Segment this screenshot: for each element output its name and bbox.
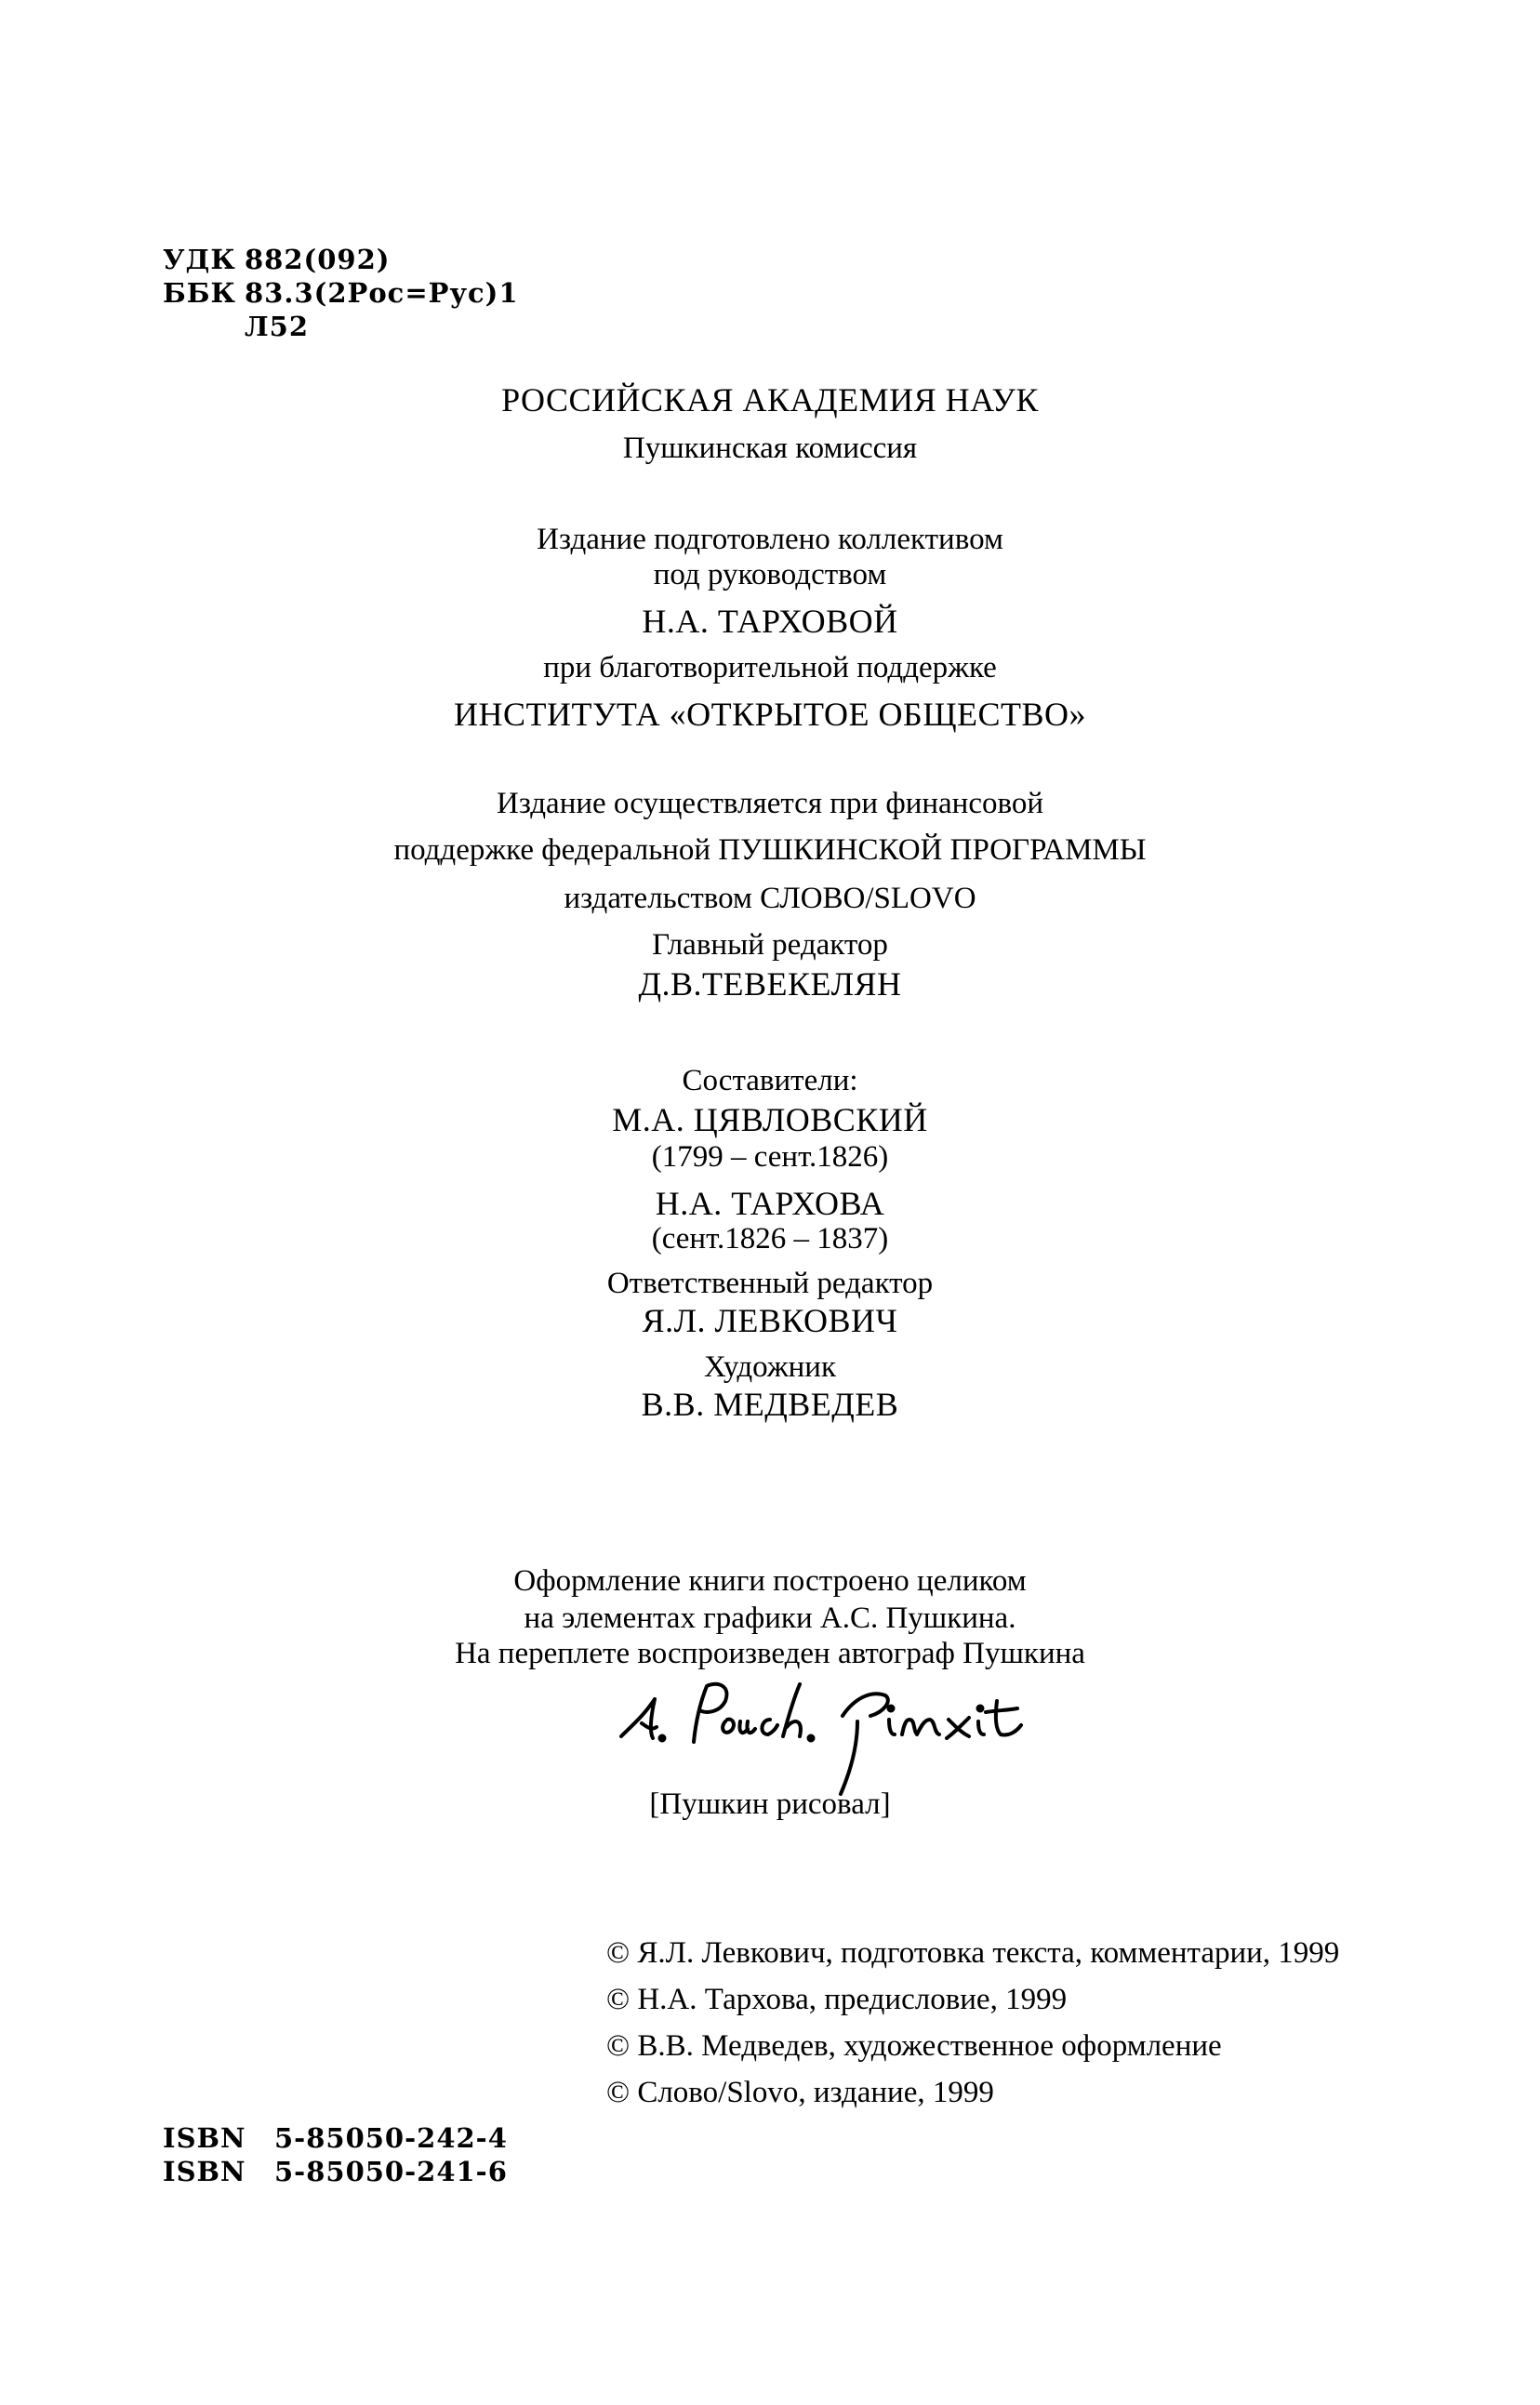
pub-line-1: Издание осуществляется при финансовой bbox=[497, 787, 1043, 820]
isbn-key: ISBN bbox=[163, 2156, 246, 2187]
author-mark: Л52 bbox=[245, 311, 310, 342]
prep-line-2: под руководством bbox=[653, 558, 887, 591]
artist-name: В.В. МЕДВЕДЕВ bbox=[641, 1386, 899, 1423]
bbk-value: 83.3(2Рос=Рус)1 bbox=[245, 277, 519, 309]
bbk-line bbox=[163, 277, 519, 309]
academy-title: РОССИЙСКАЯ АКАДЕМИЯ НАУК bbox=[501, 381, 1039, 419]
pub-line-3: издательством СЛОВО/SLOVO bbox=[564, 882, 976, 915]
design-note-line-1: Оформление книги построено целиком bbox=[513, 1564, 1027, 1598]
prep-line-3: при благотворительной поддержке bbox=[543, 651, 997, 684]
isbn-line-1 bbox=[163, 2122, 508, 2154]
compiler-1-period: (1799 – сент.1826) bbox=[651, 1140, 889, 1174]
udk-line bbox=[163, 244, 391, 275]
prep-leader: Н.А. ТАРХОВОЙ bbox=[642, 603, 898, 640]
design-note-line-3: На переплете воспроизведен автограф Пушкина bbox=[455, 1637, 1085, 1670]
prep-line-1: Издание подготовлено коллективом bbox=[537, 523, 1003, 556]
isbn-key: ISBN bbox=[163, 2122, 246, 2154]
bbk-key: ББК bbox=[163, 277, 236, 309]
commission-name: Пушкинская комиссия bbox=[622, 432, 918, 465]
pushkin-autograph bbox=[614, 1679, 1042, 1800]
responsible-editor-label: Ответственный редактор bbox=[606, 1267, 934, 1300]
responsible-editor-name: Я.Л. ЛЕВКОВИЧ bbox=[642, 1302, 898, 1339]
autograph-caption: [Пушкин рисовал] bbox=[649, 1787, 891, 1821]
pub-line-2: поддержке федеральной ПУШКИНСКОЙ ПРОГРАММЫ bbox=[393, 833, 1147, 867]
artist-label: Художник bbox=[704, 1350, 836, 1384]
copyright-line-1: © Я.Л. Левкович, подготовка текста, комментарии, 1999 bbox=[606, 1936, 1340, 1970]
isbn-line-2 bbox=[163, 2156, 508, 2187]
udk-value: 882(092) bbox=[245, 244, 391, 275]
compiler-2-name: Н.А. ТАРХОВА bbox=[655, 1185, 885, 1222]
udk-key: УДК bbox=[163, 244, 236, 275]
isbn-value: 5-85050-242-4 bbox=[274, 2122, 508, 2154]
copyright-line-2: © Н.А. Тархова, предисловие, 1999 bbox=[606, 1983, 1068, 2016]
isbn-value: 5-85050-241-6 bbox=[274, 2156, 508, 2187]
compiler-1-name: М.А. ЦЯВЛОВСКИЙ bbox=[612, 1101, 928, 1138]
compiler-2-period: (сент.1826 – 1837) bbox=[651, 1222, 889, 1256]
chief-editor-name: Д.В.ТЕВЕКЕЛЯН bbox=[638, 965, 902, 1003]
prep-institute: ИНСТИТУТА «ОТКРЫТОЕ ОБЩЕСТВО» bbox=[453, 696, 1087, 733]
chief-editor-label: Главный редактор bbox=[652, 928, 888, 962]
compilers-label: Составители: bbox=[682, 1064, 858, 1097]
copyright-line-3: © В.В. Медведев, художественное оформление bbox=[606, 2029, 1222, 2063]
design-note-line-2: на элементах графики А.С. Пушкина. bbox=[524, 1601, 1016, 1635]
copyright-line-4: © Слово/Slovo, издание, 1999 bbox=[606, 2076, 994, 2109]
